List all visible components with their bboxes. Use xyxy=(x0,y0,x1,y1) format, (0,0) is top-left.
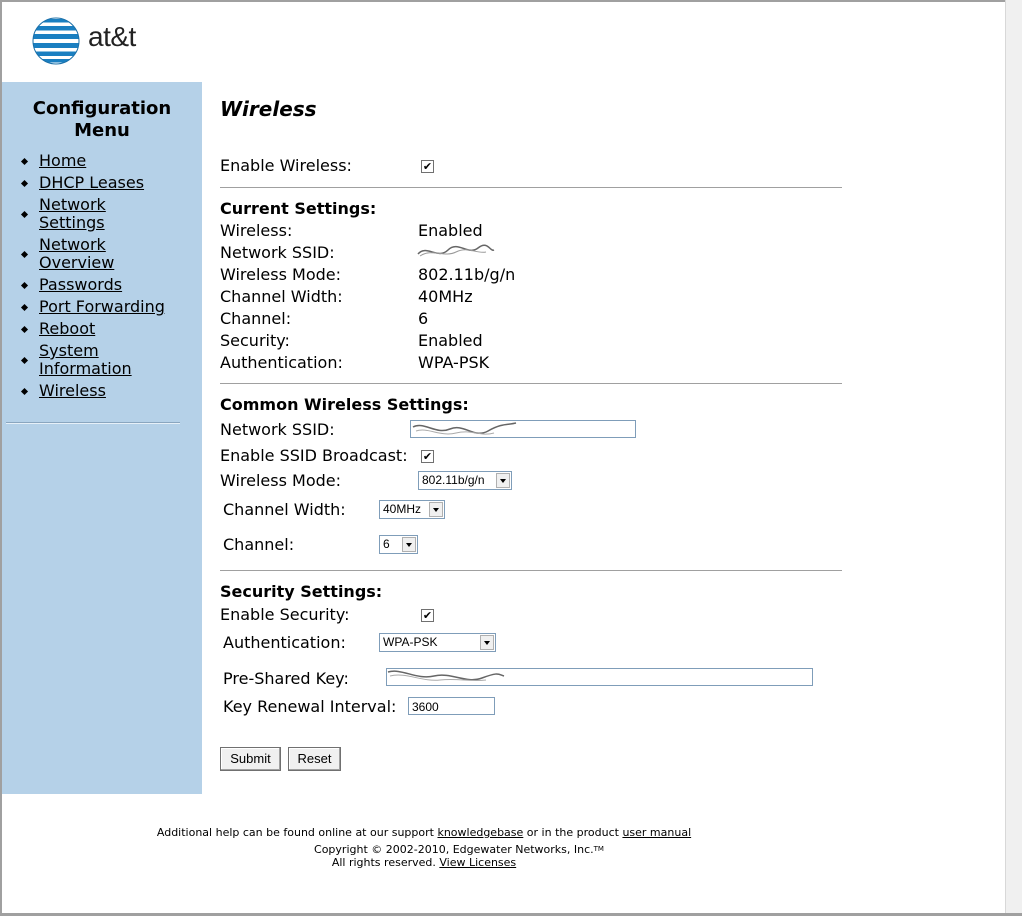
menu-item-network-settings xyxy=(20,196,165,232)
menu-item-home xyxy=(20,152,165,170)
ssid-broadcast-checkbox[interactable]: ✔ xyxy=(422,450,433,463)
chevron-down-icon[interactable] xyxy=(402,537,416,552)
menu-title xyxy=(2,98,202,142)
menu-item-port-forwarding xyxy=(20,298,165,316)
reset-button[interactable]: Reset xyxy=(288,747,341,771)
footer-help-text: or in the product xyxy=(523,826,623,839)
submit-button[interactable]: Submit xyxy=(220,747,281,771)
psk-label: Pre-Shared Key: xyxy=(223,669,349,688)
ssid-broadcast-label: Enable SSID Broadcast: xyxy=(220,446,408,465)
logo-text: at&t xyxy=(88,21,136,52)
knowledgebase-link[interactable]: knowledgebase xyxy=(437,826,524,839)
configuration-menu xyxy=(2,82,202,794)
menu-item-passwords xyxy=(20,276,165,294)
authentication-select[interactable] xyxy=(379,633,496,652)
bullet-icon xyxy=(21,304,28,311)
menu-link-port-forwarding[interactable]: Port Forwarding xyxy=(39,297,165,316)
channel-label: Channel: xyxy=(223,535,295,554)
menu-link-wireless[interactable]: Wireless xyxy=(39,381,106,400)
current-security-value: Enabled xyxy=(418,331,483,350)
channel-value: 6 xyxy=(383,537,390,551)
current-security-label: Security: xyxy=(220,331,290,350)
bullet-icon xyxy=(21,158,28,165)
redaction-scribble xyxy=(386,666,506,688)
menu-link-system-information[interactable] xyxy=(39,341,132,378)
enable-security-label: Enable Security: xyxy=(220,605,350,624)
menu-link-passwords[interactable]: Passwords xyxy=(39,275,123,294)
menu-item-reboot xyxy=(20,320,165,338)
att-logo xyxy=(32,15,162,70)
page-title: Wireless xyxy=(220,97,317,121)
menu-list xyxy=(20,152,165,404)
bullet-icon xyxy=(21,388,28,395)
trademark-mark: TM xyxy=(593,845,604,853)
current-width-label: Channel Width: xyxy=(220,287,343,306)
common-settings-header: Common Wireless Settings: xyxy=(220,395,469,414)
divider xyxy=(220,187,842,188)
copyright-text: Copyright © 2002-2010, Edgewater Networks, Inc. xyxy=(314,843,594,856)
channel-width-value: 40MHz xyxy=(383,502,422,516)
chevron-down-icon[interactable] xyxy=(480,635,494,650)
security-settings-header: Security Settings: xyxy=(220,582,383,601)
menu-link-network-settings[interactable] xyxy=(39,195,106,232)
key-renewal-label: Key Renewal Interval: xyxy=(223,697,397,716)
divider xyxy=(220,570,842,571)
footer-rights xyxy=(0,856,848,869)
view-licenses-link[interactable]: View Licenses xyxy=(439,856,517,869)
current-ssid-label: Network SSID: xyxy=(220,243,335,262)
menu-link-home[interactable]: Home xyxy=(39,151,87,170)
bullet-icon xyxy=(21,251,28,258)
ssid-label: Network SSID: xyxy=(220,420,335,439)
enable-security-checkbox[interactable]: ✔ xyxy=(422,609,433,622)
channel-select[interactable] xyxy=(379,535,418,554)
bullet-icon xyxy=(21,211,28,218)
footer-help xyxy=(0,826,848,839)
user-manual-link[interactable]: user manual xyxy=(622,826,692,839)
current-channel-value: 6 xyxy=(418,309,429,328)
redaction-scribble xyxy=(410,419,520,441)
menu-title-line1: Configuration xyxy=(32,98,172,119)
chevron-down-icon[interactable] xyxy=(429,502,443,517)
menu-item-wireless xyxy=(20,382,165,400)
menu-item-network-overview xyxy=(20,236,165,272)
divider xyxy=(220,383,842,384)
menu-item-system-information xyxy=(20,342,165,378)
menu-divider xyxy=(6,422,180,424)
footer-help-text: Additional help can be found online at our support xyxy=(156,826,438,839)
enable-wireless-label: Enable Wireless: xyxy=(220,156,352,175)
current-settings-header: Current Settings: xyxy=(220,199,377,218)
menu-link-line2: Information xyxy=(39,359,132,378)
current-channel-label: Channel: xyxy=(220,309,292,328)
menu-link-line1: Network xyxy=(39,235,106,254)
current-mode-label: Wireless Mode: xyxy=(220,265,342,284)
att-globe-icon xyxy=(32,17,80,65)
wireless-mode-value: 802.11b/g/n xyxy=(422,473,485,487)
authentication-value: WPA-PSK xyxy=(383,635,438,649)
menu-link-line1: System xyxy=(39,341,99,360)
current-wireless-value: Enabled xyxy=(418,221,483,240)
menu-link-dhcp-leases[interactable]: DHCP Leases xyxy=(39,173,145,192)
rights-text: All rights reserved. xyxy=(331,856,440,869)
bullet-icon xyxy=(21,180,28,187)
wireless-mode-label: Wireless Mode: xyxy=(220,471,342,490)
key-renewal-input[interactable]: 3600 xyxy=(408,697,495,715)
channel-width-label: Channel Width: xyxy=(223,500,346,519)
channel-width-select[interactable] xyxy=(379,500,445,519)
menu-link-line1: Network xyxy=(39,195,106,214)
main-content xyxy=(220,0,1000,800)
scrollbar-track[interactable] xyxy=(1005,0,1022,916)
menu-link-network-overview[interactable] xyxy=(39,235,114,272)
enable-wireless-checkbox[interactable]: ✔ xyxy=(422,160,433,173)
current-auth-value: WPA-PSK xyxy=(418,353,490,372)
bullet-icon xyxy=(21,326,28,333)
menu-item-dhcp-leases xyxy=(20,174,165,192)
menu-link-reboot[interactable]: Reboot xyxy=(39,319,96,338)
bullet-icon xyxy=(21,282,28,289)
current-mode-value: 802.11b/g/n xyxy=(418,265,516,284)
chevron-down-icon[interactable] xyxy=(496,473,510,488)
authentication-label: Authentication: xyxy=(223,633,346,652)
bullet-icon xyxy=(21,357,28,364)
footer-copyright xyxy=(35,843,883,856)
wireless-mode-select[interactable] xyxy=(418,471,512,490)
current-auth-label: Authentication: xyxy=(220,353,343,372)
redaction-scribble xyxy=(416,242,496,262)
current-width-value: 40MHz xyxy=(418,287,473,306)
menu-link-line2: Settings xyxy=(39,213,105,232)
menu-title-line2: Menu xyxy=(74,120,130,141)
menu-link-line2: Overview xyxy=(39,253,115,272)
current-wireless-label: Wireless: xyxy=(220,221,293,240)
